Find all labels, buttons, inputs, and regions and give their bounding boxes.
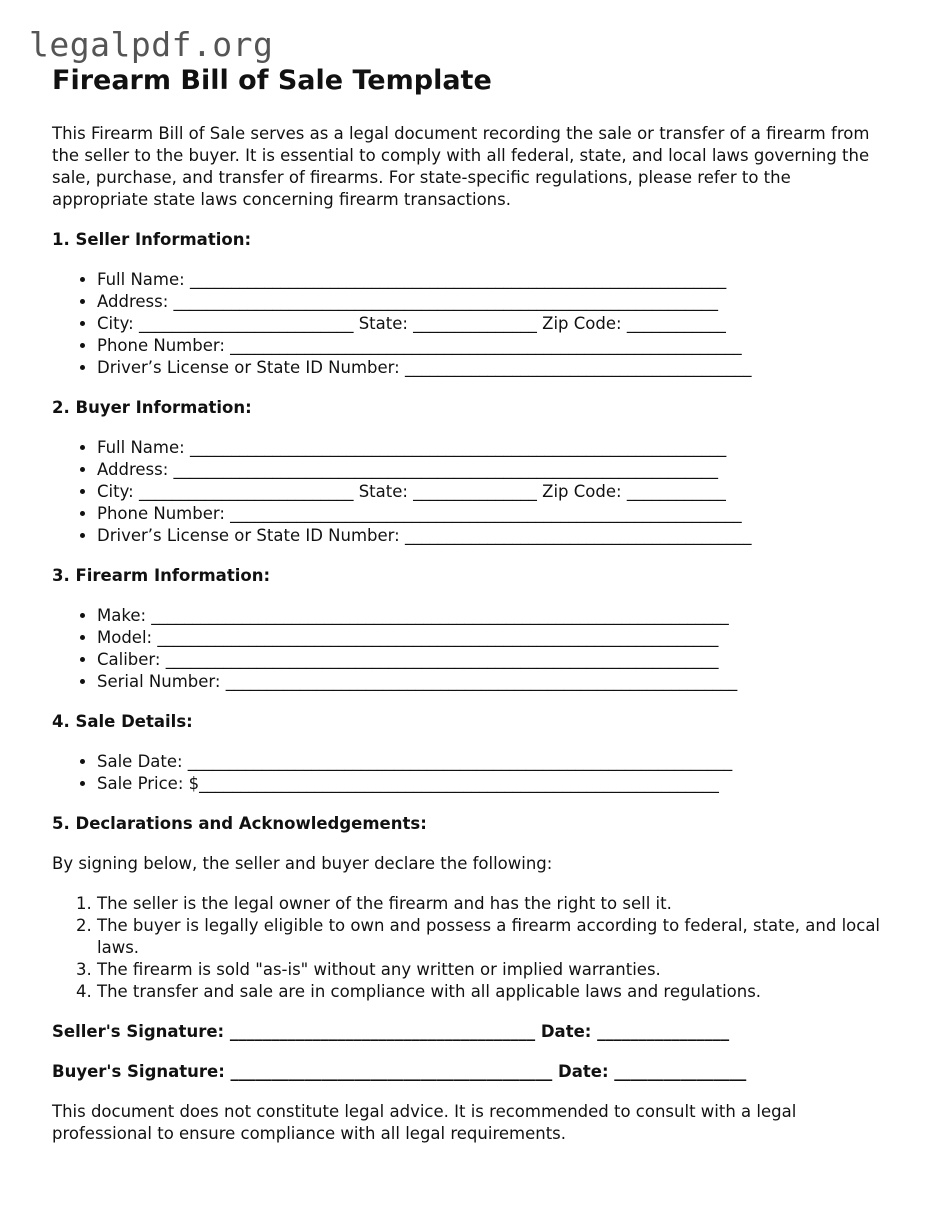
document-title: Firearm Bill of Sale Template [52,65,492,96]
sale-date-field[interactable]: • Sale Date: __________________________________________________________________ [97,751,892,773]
sale-fields [52,751,892,795]
declarations-section [52,813,892,1003]
firearm-make-field[interactable]: • Make: ______________________________________________________________________ [97,605,892,627]
buyer-phone-field[interactable]: • Phone Number: ______________________________________________________________ [97,503,892,525]
buyer-fields [52,437,892,547]
seller-address-field[interactable]: • Address: __________________________________________________________________ [97,291,892,313]
seller-section [52,229,892,379]
sale-section [52,711,892,795]
seller-license-field[interactable]: • Driver’s License or State ID Number: __________________________________________ [97,357,892,379]
buyer-address-field[interactable]: • Address: __________________________________________________________________ [97,459,892,481]
firearm-fields [52,605,892,693]
declaration-item: 1. The seller is the legal owner of the firearm and has the right to sell it. [97,893,892,915]
watermark-logo: legalpdf.org [29,25,274,64]
closing-disclaimer: This document does not constitute legal advice. It is recommended to consult with a legal professional to ensure compliance with all legal requirements. [52,1102,797,1143]
intro-paragraph: This Firearm Bill of Sale serves as a legal document recording the sale or transfer of a firearm from the seller to the buyer. It is essential to comply with all federal, state, and local laws governing the sale, purchase, and transfer of firearms. For state-specific regulations, please refer to the appropriate state laws concerning firearm transactions. [52,124,870,209]
seller-phone-field[interactable]: • Phone Number: ______________________________________________________________ [97,335,892,357]
seller-city-state-zip-field[interactable]: • City: __________________________ State: _______________ Zip Code: ____________ [97,313,892,335]
buyer-full-name-field[interactable]: • Full Name: _________________________________________________________________ [97,437,892,459]
declarations-heading: 5. Declarations and Acknowledgements: [52,814,427,833]
sale-price-field[interactable]: • Sale Price: $_______________________________________________________________ [97,773,892,795]
seller-heading: 1. Seller Information: [52,230,252,249]
firearm-model-field[interactable]: • Model: ____________________________________________________________________ [97,627,892,649]
seller-fields [52,269,892,379]
declarations-list [52,893,892,1003]
buyer-license-field[interactable]: • Driver’s License or State ID Number: __________________________________________ [97,525,892,547]
declaration-item: 4. The transfer and sale are in compliance with all applicable laws and regulations. [97,981,892,1003]
sale-heading: 4. Sale Details: [52,712,193,731]
buyer-section [52,397,892,547]
declarations-lead: By signing below, the seller and buyer declare the following: [52,854,553,873]
document-page [52,64,892,1145]
declaration-item: 3. The firearm is sold "as-is" without any written or implied warranties. [97,959,892,981]
buyer-heading: 2. Buyer Information: [52,398,252,417]
firearm-section [52,565,892,693]
firearm-serial-field[interactable]: • Serial Number: ______________________________________________________________ [97,671,892,693]
firearm-caliber-field[interactable]: • Caliber: ___________________________________________________________________ [97,649,892,671]
buyer-city-state-zip-field[interactable]: • City: __________________________ State: _______________ Zip Code: ____________ [97,481,892,503]
firearm-heading: 3. Firearm Information: [52,566,271,585]
declaration-item: 2. The buyer is legally eligible to own and possess a firearm according to federal, state, and local laws. [97,915,892,959]
seller-full-name-field[interactable]: • Full Name: _________________________________________________________________ [97,269,892,291]
buyer-signature-line[interactable]: Buyer's Signature: _______________________________________ Date: ________________ [52,1062,747,1081]
seller-signature-line[interactable]: Seller's Signature: _____________________________________ Date: ________________ [52,1022,730,1041]
